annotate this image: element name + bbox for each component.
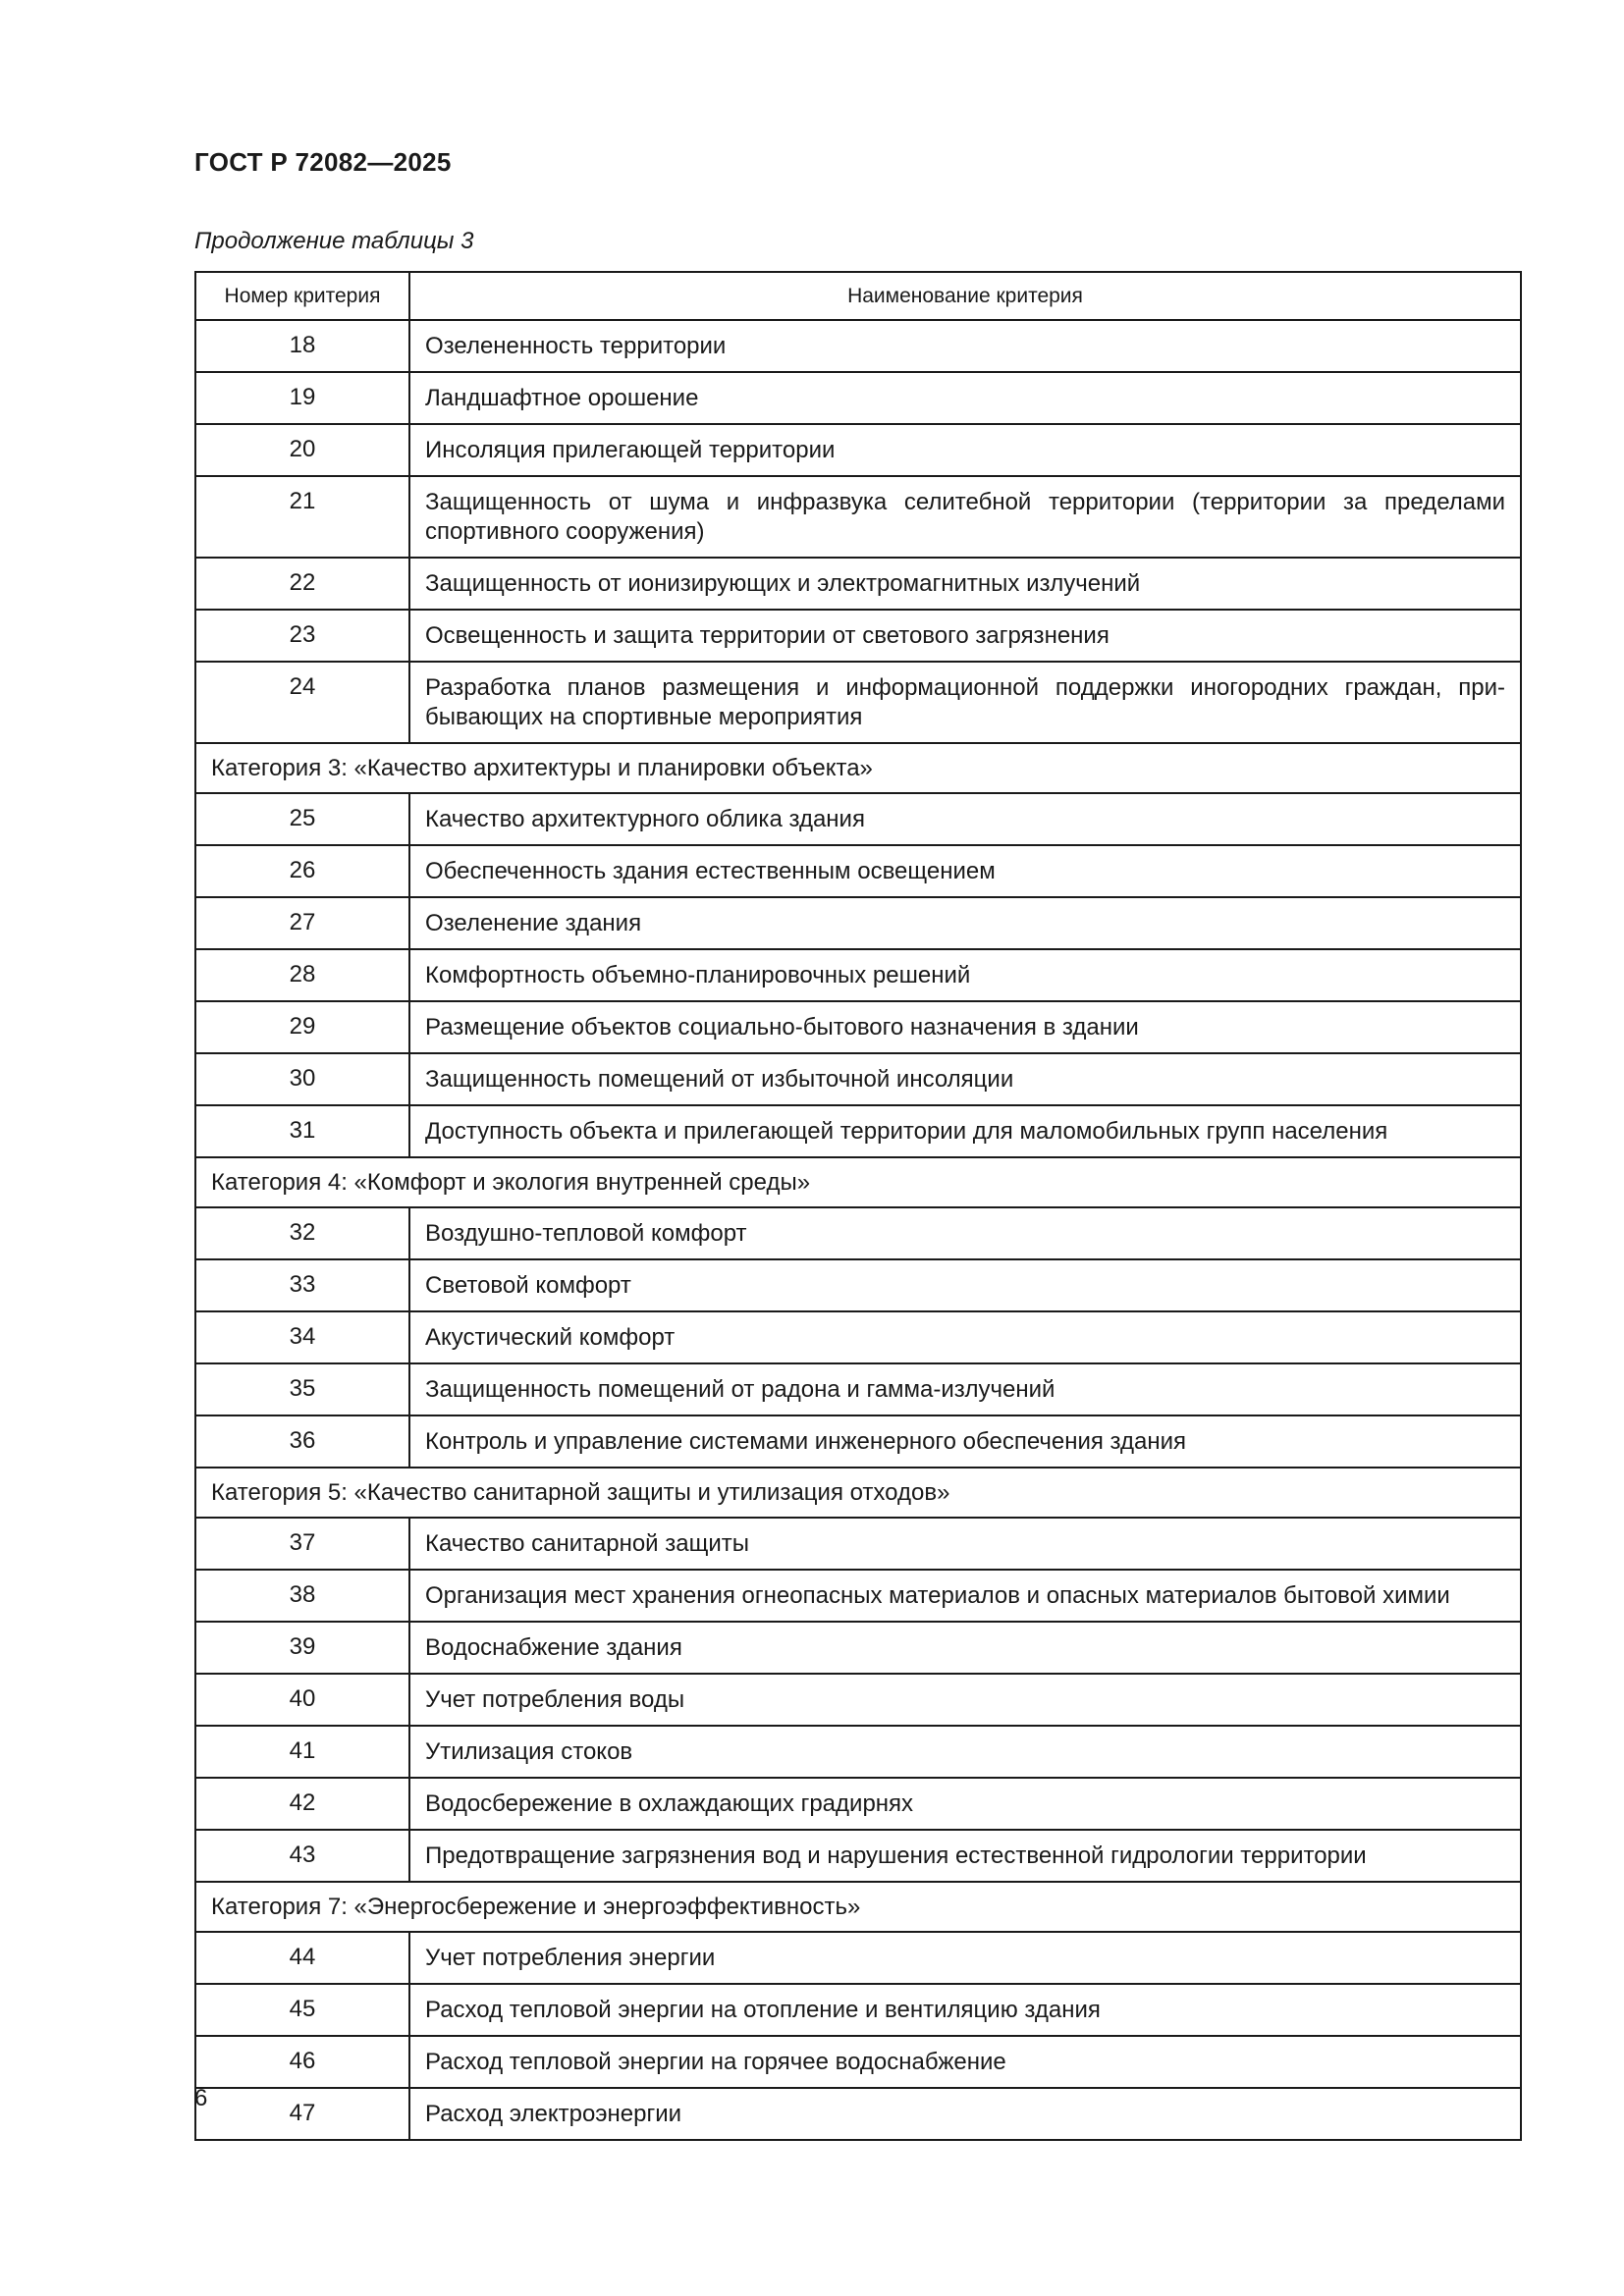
table-row xyxy=(195,1415,1521,1468)
criterion-number: 41 xyxy=(195,1726,409,1778)
criterion-name: Расход тепловой энергии на горячее водоснабжение xyxy=(409,2036,1521,2088)
table-body xyxy=(195,320,1521,2140)
table-row xyxy=(195,1207,1521,1259)
document-header: ГОСТ Р 72082—2025 xyxy=(194,147,452,177)
category-label: Категория 7: «Энергосбережение и энергоэффективность» xyxy=(195,1882,1521,1932)
table-row xyxy=(195,1053,1521,1105)
criterion-number: 25 xyxy=(195,793,409,845)
criterion-number: 28 xyxy=(195,949,409,1001)
criterion-name: Защищенность помещений от избыточной инсоляции xyxy=(409,1053,1521,1105)
criterion-name: Расход электроэнергии xyxy=(409,2088,1521,2140)
criterion-number: 39 xyxy=(195,1622,409,1674)
criterion-name: Защищенность помещений от радона и гамма-излучений xyxy=(409,1363,1521,1415)
table-row xyxy=(195,320,1521,372)
criterion-name: Освещенность и защита территории от светового загрязнения xyxy=(409,610,1521,662)
criterion-name: Комфортность объемно-планировочных решений xyxy=(409,949,1521,1001)
criterion-number: 36 xyxy=(195,1415,409,1468)
criterion-number: 35 xyxy=(195,1363,409,1415)
criterion-number: 44 xyxy=(195,1932,409,1984)
table-row xyxy=(195,2088,1521,2140)
table-row xyxy=(195,1674,1521,1726)
criterion-name: Водосбережение в охлаждающих градирнях xyxy=(409,1778,1521,1830)
criterion-name: Доступность объекта и прилегающей территории для маломобильных групп населения xyxy=(409,1105,1521,1157)
table-row xyxy=(195,793,1521,845)
criterion-name: Водоснабжение здания xyxy=(409,1622,1521,1674)
criterion-number: 42 xyxy=(195,1778,409,1830)
criterion-name: Световой комфорт xyxy=(409,1259,1521,1311)
table-row xyxy=(195,2036,1521,2088)
criterion-number: 26 xyxy=(195,845,409,897)
criterion-name: Расход тепловой энергии на отопление и вентиляцию здания xyxy=(409,1984,1521,2036)
criterion-number: 29 xyxy=(195,1001,409,1053)
column-header-number: Номер критерия xyxy=(195,272,409,320)
table-row xyxy=(195,949,1521,1001)
criterion-number: 40 xyxy=(195,1674,409,1726)
criterion-number: 37 xyxy=(195,1518,409,1570)
table-header-row xyxy=(195,272,1521,320)
table-row xyxy=(195,1001,1521,1053)
criterion-number: 43 xyxy=(195,1830,409,1882)
criterion-number: 45 xyxy=(195,1984,409,2036)
table-row xyxy=(195,1518,1521,1570)
category-row xyxy=(195,1882,1521,1932)
table-row xyxy=(195,1726,1521,1778)
table-row xyxy=(195,662,1521,743)
table-row xyxy=(195,610,1521,662)
criterion-name: Разработка планов размещения и информационной поддержки иногородних граждан, прибывающих на спортивные мероприятия xyxy=(409,662,1521,743)
table-row xyxy=(195,1830,1521,1882)
criterion-name: Защищенность от ионизирующих и электромагнитных излучений xyxy=(409,558,1521,610)
table-row xyxy=(195,476,1521,558)
table-row xyxy=(195,424,1521,476)
criterion-name: Инсоляция прилегающей территории xyxy=(409,424,1521,476)
criterion-number: 20 xyxy=(195,424,409,476)
criterion-name: Размещение объектов социально-бытового назначения в здании xyxy=(409,1001,1521,1053)
criterion-number: 30 xyxy=(195,1053,409,1105)
criterion-number: 34 xyxy=(195,1311,409,1363)
table-row xyxy=(195,1622,1521,1674)
criterion-number: 32 xyxy=(195,1207,409,1259)
page-number: 6 xyxy=(194,2085,208,2111)
table-row xyxy=(195,1105,1521,1157)
table-row xyxy=(195,1984,1521,2036)
criterion-number: 47 xyxy=(195,2088,409,2140)
category-row xyxy=(195,1468,1521,1518)
table-row xyxy=(195,1363,1521,1415)
table-row xyxy=(195,1570,1521,1622)
criterion-number: 33 xyxy=(195,1259,409,1311)
criterion-name: Обеспеченность здания естественным освещением xyxy=(409,845,1521,897)
category-row xyxy=(195,743,1521,793)
table-row xyxy=(195,1259,1521,1311)
criterion-number: 18 xyxy=(195,320,409,372)
criterion-name: Ландшафтное орошение xyxy=(409,372,1521,424)
criterion-name: Озелененность территории xyxy=(409,320,1521,372)
table-caption: Продолжение таблицы 3 xyxy=(194,228,474,254)
table-row xyxy=(195,1778,1521,1830)
category-label: Категория 5: «Качество санитарной защиты и утилизация отходов» xyxy=(195,1468,1521,1518)
criterion-name: Предотвращение загрязнения вод и нарушения естественной гидрологии территории xyxy=(409,1830,1521,1882)
table-row xyxy=(195,845,1521,897)
criterion-number: 21 xyxy=(195,476,409,558)
criterion-number: 38 xyxy=(195,1570,409,1622)
table-row xyxy=(195,897,1521,949)
criterion-name: Озеленение здания xyxy=(409,897,1521,949)
criterion-name: Организация мест хранения огнеопасных материалов и опасных материалов бытовой химии xyxy=(409,1570,1521,1622)
criterion-number: 31 xyxy=(195,1105,409,1157)
criterion-number: 22 xyxy=(195,558,409,610)
criterion-name: Качество санитарной защиты xyxy=(409,1518,1521,1570)
table-row xyxy=(195,372,1521,424)
criterion-number: 19 xyxy=(195,372,409,424)
table-row xyxy=(195,558,1521,610)
criterion-name: Контроль и управление системами инженерного обеспечения здания xyxy=(409,1415,1521,1468)
criterion-name: Качество архитектурного облика здания xyxy=(409,793,1521,845)
criterion-number: 27 xyxy=(195,897,409,949)
criterion-number: 46 xyxy=(195,2036,409,2088)
criterion-number: 23 xyxy=(195,610,409,662)
criterion-name: Утилизация стоков xyxy=(409,1726,1521,1778)
table-row xyxy=(195,1311,1521,1363)
criterion-name: Учет потребления воды xyxy=(409,1674,1521,1726)
category-row xyxy=(195,1157,1521,1207)
table-row xyxy=(195,1932,1521,1984)
criterion-name: Защищенность от шума и инфразвука селитебной территории (территории за пределами спортивного сооружения) xyxy=(409,476,1521,558)
category-label: Категория 3: «Качество архитектуры и планировки объекта» xyxy=(195,743,1521,793)
criterion-name: Учет потребления энергии xyxy=(409,1932,1521,1984)
criterion-name: Акустический комфорт xyxy=(409,1311,1521,1363)
criteria-table xyxy=(194,271,1522,2141)
column-header-name: Наименование критерия xyxy=(409,272,1521,320)
criterion-name: Воздушно-тепловой комфорт xyxy=(409,1207,1521,1259)
criterion-number: 24 xyxy=(195,662,409,743)
category-label: Категория 4: «Комфорт и экология внутренней среды» xyxy=(195,1157,1521,1207)
